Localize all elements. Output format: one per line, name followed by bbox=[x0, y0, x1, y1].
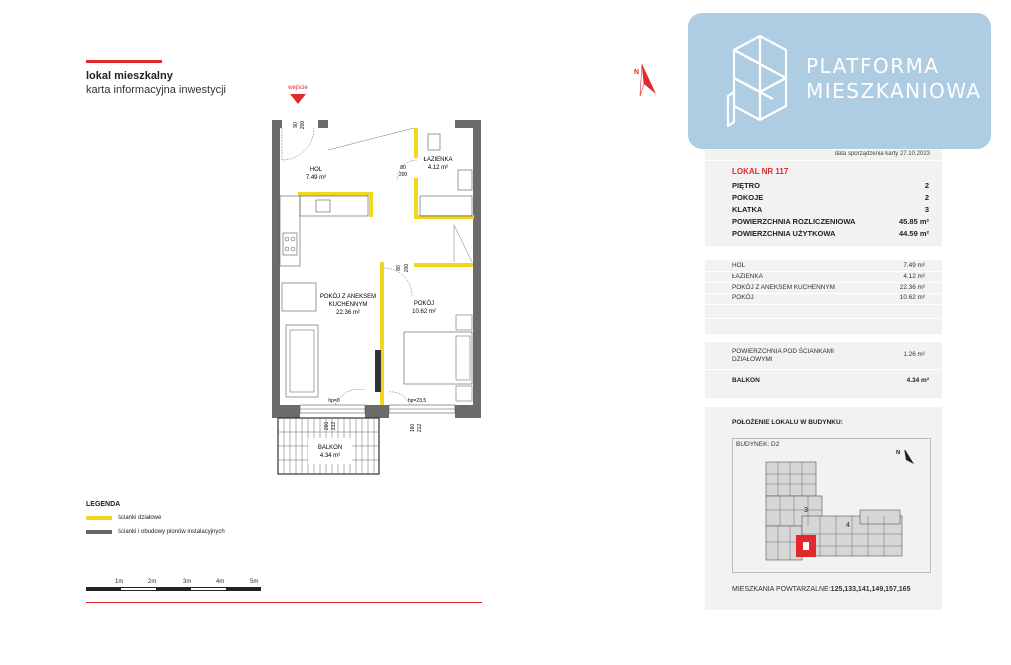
repeat-value: 125,133,141,149,157,165 bbox=[830, 586, 911, 593]
stat-row bbox=[732, 181, 929, 190]
dim-label: hp=23,5 bbox=[407, 398, 427, 404]
divider bbox=[705, 246, 942, 260]
walls-value: 1.26 m² bbox=[903, 351, 925, 358]
room-value: 7.49 m² bbox=[903, 262, 925, 269]
dim-label: 80 bbox=[396, 265, 402, 271]
room-name-pokoj: POKÓJ bbox=[413, 301, 435, 307]
room-name-pokoj-aneks-1: POKÓJ Z ANEKSEM bbox=[319, 294, 377, 300]
room-area-pokoj-aneks: 22.36 m² bbox=[336, 310, 360, 316]
legend-swatch bbox=[86, 516, 112, 520]
room-row bbox=[732, 294, 925, 301]
stat-value: 45.85 m² bbox=[898, 217, 929, 226]
room-value: 22.36 m² bbox=[899, 284, 925, 291]
dim-label: 200 bbox=[300, 120, 306, 130]
stat-value: 44.59 m² bbox=[898, 229, 929, 238]
stat-label: KLATKA bbox=[732, 205, 763, 214]
location-title: POŁOŻENIE LOKALU W BUDYNKU: bbox=[732, 419, 843, 426]
room-area-lazienka: 4.12 m² bbox=[427, 165, 449, 171]
legend-label: ścianki i obudowy pionów instalacyjnych bbox=[118, 529, 225, 535]
divider bbox=[705, 369, 942, 370]
entrance-label: wejście bbox=[288, 85, 308, 91]
north-arrow-icon bbox=[628, 60, 660, 100]
document-subtitle: karta informacyjna inwestycji bbox=[86, 84, 226, 96]
entrance-arrow-icon bbox=[290, 94, 306, 104]
dim-label: 200 bbox=[398, 172, 408, 178]
lokal-number: LOKAL NR 117 bbox=[732, 167, 789, 176]
stat-value: 2 bbox=[924, 193, 929, 202]
stair-label: 3 bbox=[804, 507, 808, 514]
room-label: HOL bbox=[732, 262, 746, 269]
repeat-units bbox=[732, 586, 910, 593]
divider bbox=[705, 334, 942, 342]
scale-label: 1m bbox=[115, 579, 124, 585]
scale-label: 4m bbox=[216, 579, 225, 585]
scale-label: 2m bbox=[148, 579, 157, 585]
scale-bar bbox=[86, 587, 261, 591]
building-north-label: N bbox=[896, 450, 901, 456]
scale-label: 5m bbox=[250, 579, 259, 585]
legend-swatch bbox=[86, 530, 112, 534]
room-label: ŁAZIENKA bbox=[732, 273, 763, 280]
divider bbox=[705, 304, 942, 305]
floor-plan bbox=[250, 75, 510, 485]
room-area-balkon: 4.34 m² bbox=[319, 453, 341, 459]
building-key-plan bbox=[740, 450, 930, 570]
dim-label: 160 bbox=[410, 423, 416, 433]
walls-label-line: POWIERZCHNIA POD ŚCIANKAMI bbox=[732, 348, 834, 355]
balkon-row bbox=[732, 377, 929, 384]
legend-label: ścianki działowe bbox=[118, 515, 162, 521]
logo-line-1: PLATFORMA bbox=[806, 54, 940, 78]
room-row bbox=[732, 262, 925, 269]
dim-label: 80 bbox=[400, 165, 406, 171]
dim-label: 90 bbox=[293, 122, 299, 128]
divider bbox=[705, 398, 942, 407]
stat-row bbox=[732, 193, 929, 202]
divider bbox=[705, 282, 942, 283]
logo-line-2: MIESZKANIOWA bbox=[806, 79, 982, 103]
repeat-label: MIESZKANIA POWTARZALNE: bbox=[732, 586, 831, 593]
stat-value: 2 bbox=[924, 181, 929, 190]
room-area-hol: 7.49 m² bbox=[305, 175, 327, 181]
dim-label: 212 bbox=[417, 423, 423, 433]
walls-label-line: DZIAŁOWYMI bbox=[732, 356, 773, 363]
room-label: POKÓJ Z ANEKSEM KUCHENNYM bbox=[732, 284, 835, 291]
stat-label: POWIERZCHNIA ROZLICZENIOWA bbox=[732, 217, 856, 226]
balkon-value: 4.34 m² bbox=[906, 377, 929, 384]
room-row bbox=[732, 273, 925, 280]
dim-label: 260 bbox=[324, 421, 330, 431]
dim-label: hp=0 bbox=[328, 398, 340, 404]
room-area-pokoj: 10.62 m² bbox=[412, 309, 436, 315]
stat-label: PIĘTRO bbox=[732, 181, 760, 190]
north-label: N bbox=[634, 69, 640, 76]
logo-wordmark bbox=[806, 54, 982, 104]
room-name-lazienka: ŁAZIENKA bbox=[423, 157, 453, 163]
room-value: 10.62 m² bbox=[899, 294, 925, 301]
scale-label: 3m bbox=[183, 579, 192, 585]
legend-title: LEGENDA bbox=[86, 501, 121, 508]
document-title: lokal mieszkalny bbox=[86, 70, 173, 82]
balkon-label: BALKON bbox=[732, 377, 760, 384]
legend-item-partition bbox=[86, 515, 161, 521]
dim-label: 200 bbox=[404, 263, 410, 273]
building-label: BUDYNEK: D2 bbox=[736, 441, 780, 448]
dim-label: 212 bbox=[331, 421, 337, 431]
room-name-balkon: BALKON bbox=[317, 445, 343, 451]
divider bbox=[705, 160, 942, 161]
footer-accent-line bbox=[86, 602, 482, 603]
walls-label bbox=[732, 348, 834, 364]
building-north-icon bbox=[904, 450, 914, 464]
header-accent-bar bbox=[86, 60, 162, 63]
logo-cube-icon bbox=[724, 32, 796, 132]
room-label: POKÓJ bbox=[732, 294, 754, 301]
room-value: 4.12 m² bbox=[903, 273, 925, 280]
legend-item-wall bbox=[86, 529, 225, 535]
stat-value: 3 bbox=[924, 205, 929, 214]
stat-label: POKOJE bbox=[732, 193, 764, 202]
stat-label: POWIERZCHNIA UŻYTKOWA bbox=[732, 229, 836, 238]
card-date: data sporządzenia karty 27.10.2023 bbox=[834, 151, 930, 157]
divider bbox=[705, 318, 942, 319]
room-row bbox=[732, 284, 925, 291]
stat-row bbox=[732, 205, 929, 214]
stair-label: 4 bbox=[846, 522, 850, 529]
room-name-pokoj-aneks-2: KUCHENNYM bbox=[328, 302, 368, 308]
stat-row bbox=[732, 217, 929, 226]
divider bbox=[705, 271, 942, 272]
stat-row bbox=[732, 229, 929, 238]
room-name-hol: HOL bbox=[309, 167, 323, 173]
